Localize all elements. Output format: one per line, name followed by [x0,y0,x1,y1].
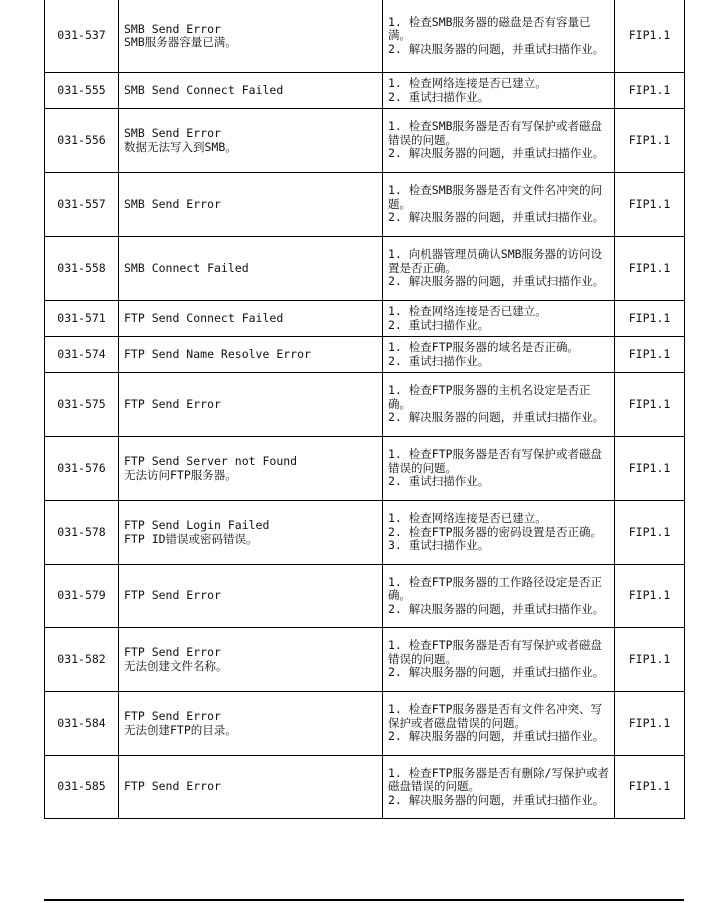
description-line: SMB Send Connect Failed [124,83,284,97]
solution-step: 2. 解决服务器的问题，并重试扫描作业。 [388,146,605,161]
description-line: FTP Send Connect Failed [124,311,284,325]
solution-step: 2. 解决服务器的问题，并重试扫描作业。 [388,729,605,744]
reference-code: FIP1.1 [615,337,685,373]
reference-code: FIP1.1 [615,0,685,73]
table-row [45,301,685,337]
solution-step: 2. 解决服务器的问题，并重试扫描作业。 [388,210,605,225]
reference-code: FIP1.1 [615,628,685,692]
solution-step: 1. 检查SMB服务器是否有文件名冲突的问题。 [388,183,603,211]
solution-step: 2. 解决服务器的问题，并重试扫描作业。 [388,792,605,807]
error-description [119,628,383,692]
reference-code: FIP1.1 [615,109,685,173]
solution-steps [383,0,615,73]
table-row [45,565,685,628]
error-code: 031-571 [45,301,119,337]
description-line: SMB Send Error [124,197,221,211]
solution-step: 1. 向机器管理员确认SMB服务器的访问设置是否正确。 [388,247,603,275]
solution-steps [383,73,615,109]
solution-step: 2. 解决服务器的问题，并重试扫描作业。 [388,601,605,616]
table-row [45,337,685,373]
table-row [45,692,685,756]
solution-step: 2. 重试扫描作业。 [388,89,490,104]
error-code: 031-555 [45,73,119,109]
error-code: 031-575 [45,373,119,437]
solution-steps [383,565,615,628]
description-line: FTP Send Login Failed [124,519,270,532]
solution-step: 1. 检查FTP服务器的工作路径设定是否正确。 [388,574,603,603]
solution-steps [383,437,615,501]
solution-step: 1. 检查网络连接是否已建立。 [388,304,547,318]
table-row [45,501,685,565]
description-line: FTP Send Error [124,397,221,411]
description-line: 数据无法写入到SMB。 [124,140,237,154]
description-line: FTP Send Error [124,710,221,723]
error-code: 031-576 [45,437,119,501]
error-description [119,301,383,337]
description-line: FTP Send Error [124,780,221,794]
error-description [119,501,383,565]
solution-step: 1. 检查网络连接是否已建立。 [388,511,547,526]
solution-steps [383,337,615,373]
error-code: 031-557 [45,173,119,237]
table-row [45,628,685,692]
table-row [45,109,685,173]
reference-code: FIP1.1 [615,301,685,337]
description-line: FTP Send Name Resolve Error [124,347,311,361]
solution-step: 1. 检查FTP服务器的主机名设定是否正确。 [388,383,591,411]
error-code: 031-582 [45,628,119,692]
error-code: 031-537 [45,0,119,73]
error-code: 031-584 [45,692,119,756]
solution-step: 2. 解决服务器的问题，并重试扫描作业。 [388,274,605,289]
solution-steps [383,628,615,692]
error-code: 031-574 [45,337,119,373]
solution-step: 2. 解决服务器的问题，并重试扫描作业。 [388,665,605,680]
description-line: FTP Send Server not Found [124,455,298,468]
solution-step: 1. 检查FTP服务器是否有写保护或者磁盘错误的问题。 [388,447,603,475]
solution-step: 2. 重试扫描作业。 [388,353,490,368]
description-line: FTP Send Error [124,646,221,659]
reference-code: FIP1.1 [615,565,685,628]
solution-steps [383,109,615,173]
description-line: FTP Send Error [124,589,221,603]
error-description [119,109,383,173]
solution-steps [383,692,615,756]
reference-code: FIP1.1 [615,756,685,819]
solution-step: 1. 检查FTP服务器是否有文件名冲突、写保护或者磁盘错误的问题。 [388,702,603,730]
reference-code: FIP1.1 [615,73,685,109]
reference-code: FIP1.1 [615,373,685,437]
description-line: SMB服务器容量已满。 [124,36,237,49]
solution-steps [383,501,615,565]
solution-step: 2. 重试扫描作业。 [388,317,490,332]
reference-code: FIP1.1 [615,237,685,301]
solution-step: 1. 检查FTP服务器的域名是否正确。 [388,340,580,354]
description-line: 无法创建FTP的目录。 [124,723,237,737]
solution-step: 1. 检查FTP服务器是否有删除/写保护或者磁盘错误的问题。 [388,765,609,794]
error-description [119,437,383,501]
reference-code: FIP1.1 [615,692,685,756]
table-body [45,0,685,819]
description-line: SMB Send Error [124,22,221,36]
description-line: 无法创建文件名称。 [124,659,228,673]
table-row [45,0,685,73]
table-row [45,73,685,109]
solution-steps [383,373,615,437]
table-row [45,756,685,819]
solution-step: 1. 检查SMB服务器的磁盘是否有容量已满。 [388,14,591,43]
error-description [119,337,383,373]
table-row [45,437,685,501]
reference-code: FIP1.1 [615,173,685,237]
error-description [119,373,383,437]
description-line: SMB Connect Failed [124,261,249,275]
error-description [119,756,383,819]
error-code: 031-578 [45,501,119,565]
error-description [119,565,383,628]
error-description [119,0,383,73]
solution-step: 2. 重试扫描作业。 [388,474,490,489]
description-line: SMB Send Error [124,127,221,140]
error-code: 031-579 [45,565,119,628]
error-code-table [44,0,685,819]
solution-steps [383,756,615,819]
table-row [45,237,685,301]
solution-step: 3. 重试扫描作业。 [388,538,490,553]
solution-step: 2. 解决服务器的问题，并重试扫描作业。 [388,410,605,425]
solution-steps [383,173,615,237]
solution-step: 1. 检查FTP服务器是否有写保护或者磁盘错误的问题。 [388,638,603,666]
description-line: FTP ID错误或密码错误。 [124,532,258,546]
table-row [45,173,685,237]
description-line: 无法访问FTP服务器。 [124,468,237,482]
reference-code: FIP1.1 [615,437,685,501]
solution-steps [383,237,615,301]
error-description [119,692,383,756]
solution-steps [383,301,615,337]
error-description [119,237,383,301]
error-code: 031-558 [45,237,119,301]
solution-step: 2. 解决服务器的问题，并重试扫描作业。 [388,41,605,56]
reference-code: FIP1.1 [615,501,685,565]
error-description [119,173,383,237]
error-description [119,73,383,109]
table-row [45,373,685,437]
solution-step: 1. 检查网络连接是否已建立。 [388,76,547,90]
error-code: 031-585 [45,756,119,819]
solution-step: 1. 检查SMB服务器是否有写保护或者磁盘错误的问题。 [388,119,603,147]
error-code: 031-556 [45,109,119,173]
solution-step: 2. 检查FTP服务器的密码设置是否正确。 [388,524,603,539]
